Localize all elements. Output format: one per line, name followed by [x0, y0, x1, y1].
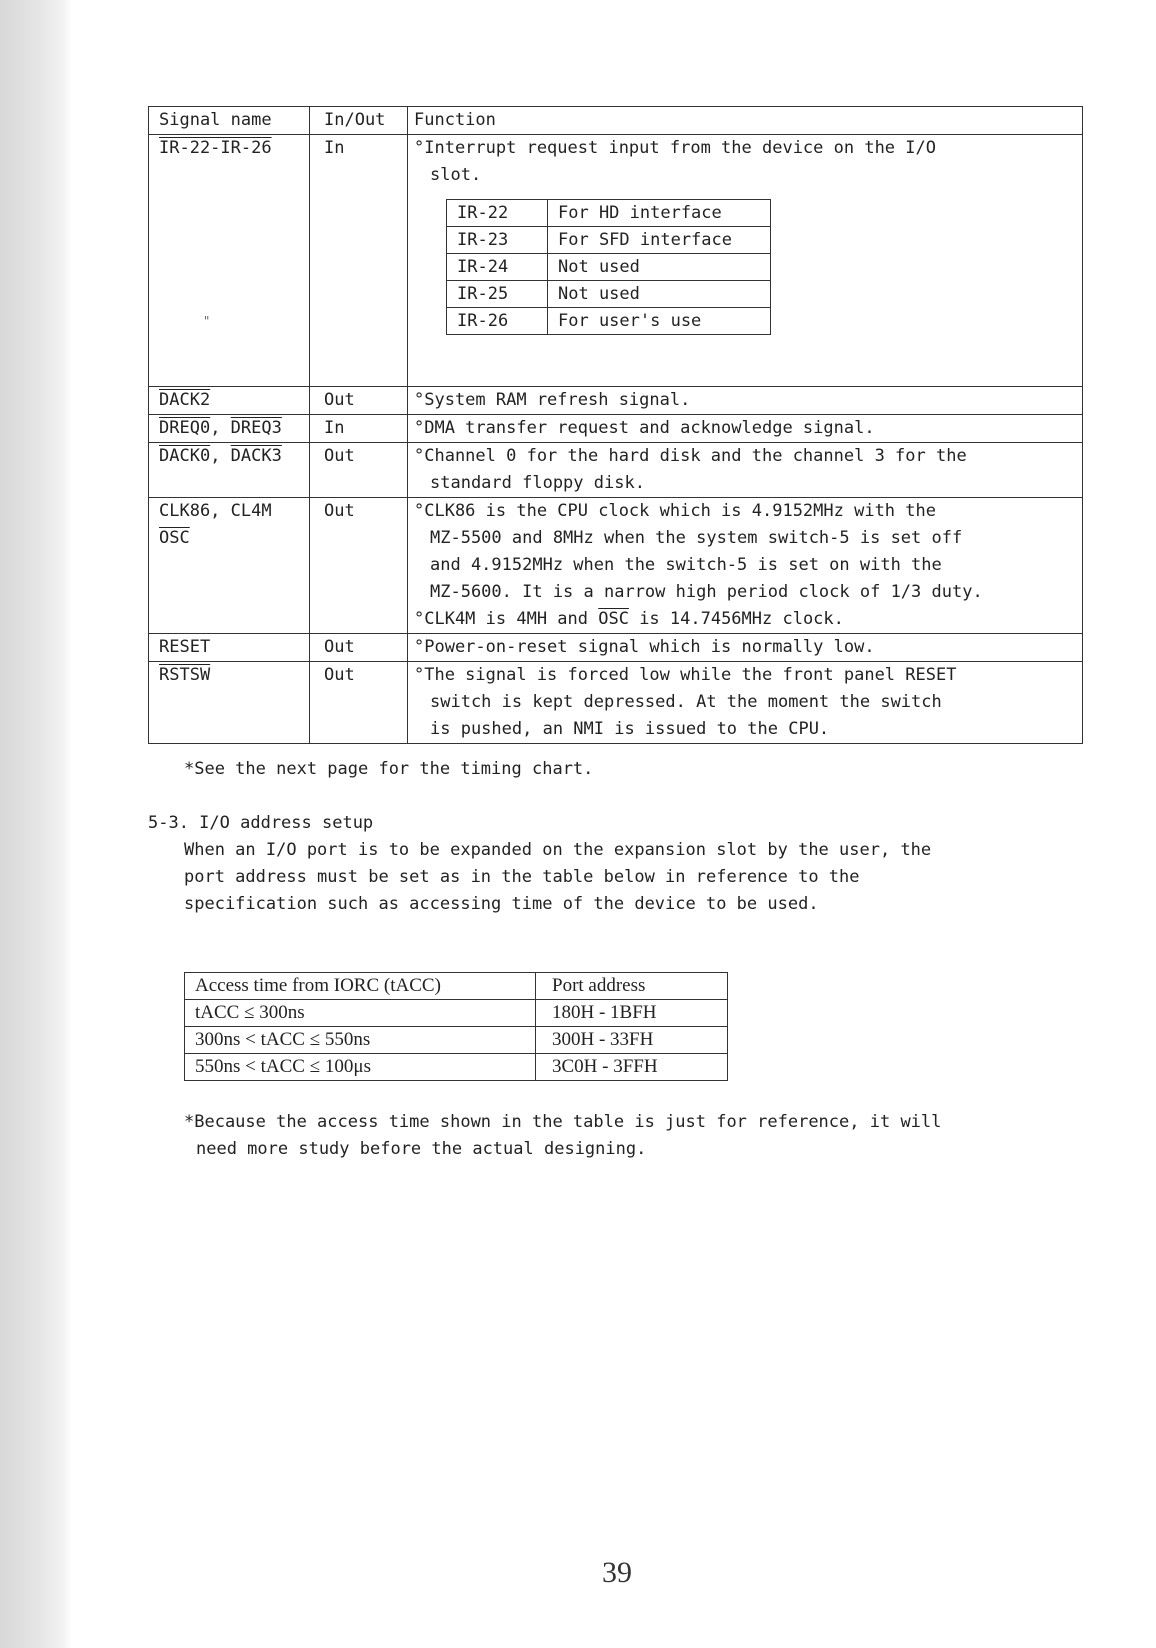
function-dack-line2: standard floppy disk.	[430, 473, 645, 493]
port-address-cell: 300H - 33FH	[536, 1027, 728, 1054]
function-ir-line2: slot.	[430, 165, 482, 185]
section-line2: port address must be set as in the table below in reference to the	[184, 867, 860, 887]
section-heading: 5-3. I/O address setup	[148, 813, 374, 833]
port-header-row	[185, 973, 728, 1000]
page-number: 39	[602, 1556, 632, 1589]
table-row-ir	[149, 135, 1083, 387]
port-address-cell: 180H - 1BFH	[536, 1000, 728, 1027]
function-ir-line1: °Interrupt request input from the device on the I/O	[414, 138, 936, 158]
table-row-dack: DACK0, DACK3 Out °Channel 0 for the hard disk and the channel 3 for the standard floppy disk.	[149, 443, 1083, 498]
header-signal-name: Signal name	[149, 107, 310, 135]
ir-name: IR-24	[447, 254, 548, 281]
function-reset: °Power-on-reset signal which is normally low.	[414, 637, 875, 657]
ir-name: IR-26	[447, 308, 548, 335]
ir-row	[447, 281, 771, 308]
ir-subtable	[446, 199, 771, 335]
osc-text: $\overline{OSC}$	[598, 609, 629, 629]
ir-name: IR-23	[447, 227, 548, 254]
ir-use: Not used	[548, 281, 771, 308]
access-time-cell: 550ns < tACC ≤ 100μs	[185, 1054, 536, 1081]
header-in-out: In/Out	[310, 107, 408, 135]
clk4m-text: °CLK4M is 4MH and	[414, 609, 599, 629]
header-function: Function	[414, 110, 496, 130]
stray-mark: "	[203, 314, 211, 328]
ir-name: IR-25	[447, 281, 548, 308]
function-clk-line4: MZ-5600. It is a narrow high period clock of 1/3 duty.	[430, 582, 983, 602]
inout-dack: Out	[310, 443, 408, 498]
function-rstsw-line2: switch is kept depressed. At the moment the switch	[430, 692, 942, 712]
port-address-table	[184, 972, 728, 1081]
inout-dack2: Out	[310, 387, 408, 415]
footnote-line1: *Because the access time shown in the table is just for reference, it will	[184, 1112, 942, 1132]
signal-reset: RESET	[149, 634, 310, 662]
inout-rstsw: Out	[310, 662, 408, 744]
table-row-dack2	[149, 387, 1083, 415]
access-time-cell: 300ns < tACC ≤ 550ns	[185, 1027, 536, 1054]
function-clk-line3: and 4.9152MHz when the switch-5 is set on with the	[430, 555, 942, 575]
function-clk-line5	[408, 606, 1082, 633]
function-rstsw-line3: is pushed, an NMI is issued to the CPU.	[430, 719, 830, 739]
signal-table	[148, 106, 1083, 744]
ir-use: For SFD interface	[548, 227, 771, 254]
table-row-rstsw	[149, 662, 1083, 744]
table-row-dreq: DREQ0, DREQ3 In °DMA transfer request and acknowledge signal.	[149, 415, 1083, 443]
timing-note: *See the next page for the timing chart.	[184, 759, 594, 779]
table-row	[185, 1027, 728, 1054]
signal-osc: $\overline{OSC}$	[159, 528, 190, 548]
footnote-line2: need more study before the actual designing.	[196, 1139, 647, 1159]
function-clk-line2: MZ-5500 and 8MHz when the system switch-5 is set off	[430, 528, 963, 548]
inout-clk: Out	[310, 498, 408, 634]
table-row	[185, 1054, 728, 1081]
ir-row	[447, 254, 771, 281]
function-clk-line1: °CLK86 is the CPU clock which is 4.9152MHz with the	[414, 501, 936, 521]
inout-reset: Out	[310, 634, 408, 662]
inout-dreq: In	[310, 415, 408, 443]
binding-shadow	[0, 0, 72, 1648]
table-row-clk	[149, 498, 1083, 634]
function-dreq: °DMA transfer request and acknowledge signal.	[414, 418, 875, 438]
section-line1: When an I/O port is to be expanded on the expansion slot by the user, the	[184, 840, 932, 860]
ir-use: For HD interface	[548, 200, 771, 227]
ir-row	[447, 227, 771, 254]
ir-row	[447, 308, 771, 335]
signal-dack0: DACK0	[159, 446, 211, 466]
section-line3: specification such as accessing time of the device to be used.	[184, 894, 819, 914]
inout-ir: In	[310, 135, 408, 387]
signal-dack2: DACK2	[149, 387, 310, 415]
ir-name: IR-22	[447, 200, 548, 227]
signal-clk: CLK86, CL4M	[159, 501, 272, 521]
signal-dreq3: DREQ3	[230, 418, 282, 438]
access-time-cell: tACC ≤ 300ns	[185, 1000, 536, 1027]
header-access-time: Access time from IORC (tACC)	[185, 973, 536, 1000]
signal-rstsw: RSTSW	[149, 662, 310, 744]
table-row-reset	[149, 634, 1083, 662]
signal-dreq0: DREQ0	[159, 418, 211, 438]
function-dack2: °System RAM refresh signal.	[414, 390, 691, 410]
ir-use: Not used	[548, 254, 771, 281]
osc-freq-text: is 14.7456MHz clock.	[628, 609, 844, 629]
header-port-address: Port address	[536, 973, 728, 1000]
ir-use: For user's use	[548, 308, 771, 335]
signal-ir: IR-22-IR-26	[159, 138, 272, 158]
table-row	[185, 1000, 728, 1027]
port-address-cell: 3C0H - 3FFH	[536, 1054, 728, 1081]
table-header-row	[149, 107, 1083, 135]
function-dack-line1: °Channel 0 for the hard disk and the channel 3 for the	[414, 446, 967, 466]
signal-dack3: DACK3	[230, 446, 282, 466]
function-rstsw-line1: °The signal is forced low while the front panel RESET	[414, 665, 957, 685]
ir-row	[447, 200, 771, 227]
